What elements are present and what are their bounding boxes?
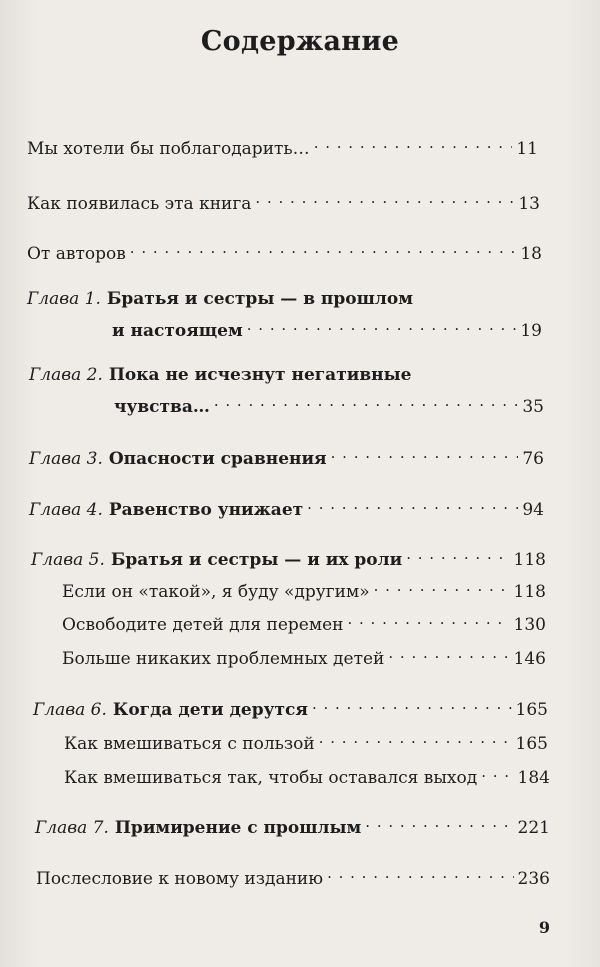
toc-entry-page: 13 <box>518 194 540 214</box>
dot-leader <box>327 862 513 884</box>
dot-leader <box>406 543 509 565</box>
toc-entry-page: 165 <box>515 700 548 720</box>
toc-entry <box>62 608 546 636</box>
toc-entry-label: Как вмешиваться с пользой <box>64 734 315 754</box>
toc-entry <box>112 314 542 342</box>
dot-leader <box>388 642 509 664</box>
toc-entry <box>27 132 538 160</box>
toc-entry <box>33 693 548 721</box>
page-title: Содержание <box>200 26 400 57</box>
toc-entry <box>36 862 550 890</box>
toc-entry-page: 236 <box>517 869 550 889</box>
toc-entry-label: Освободите детей для перемен <box>62 615 344 635</box>
dot-leader <box>331 442 519 464</box>
toc-entry-page: 165 <box>515 734 548 754</box>
dot-leader <box>319 727 512 749</box>
dot-leader <box>481 761 513 783</box>
toc-entry-page: 94 <box>522 500 544 520</box>
toc-entry-page: 11 <box>516 139 538 159</box>
chapter-title: Равенство унижает <box>108 500 304 520</box>
dot-leader <box>214 390 519 412</box>
toc-chapter-first-line <box>27 288 413 310</box>
toc-entry-page: 146 <box>513 649 546 669</box>
chapter-title: Опасности сравнения <box>108 449 327 469</box>
chapter-title-line2: чувства… <box>114 397 210 417</box>
toc-entry-page: 130 <box>513 615 546 635</box>
chapter-number: Глава 6. <box>33 700 107 720</box>
dot-leader <box>255 187 514 209</box>
chapter-title-line1: Братья и сестры — в прошлом <box>106 289 413 309</box>
toc-entry-page: 118 <box>513 550 546 570</box>
toc-entry-label: От авторов <box>27 244 126 264</box>
toc-entry <box>29 442 544 470</box>
toc-entry-label: Мы хотели бы поблагодарить… <box>27 139 310 159</box>
chapter-title: Примирение с прошлым <box>114 818 362 838</box>
toc-entry-page: 19 <box>520 321 542 341</box>
toc-entry-page: 18 <box>520 244 542 264</box>
toc-entry-label: Больше никаких проблемных детей <box>62 649 385 669</box>
toc-entry-label: Как появилась эта книга <box>27 194 252 214</box>
toc-entry <box>114 390 544 418</box>
toc-entry-page: 118 <box>513 582 546 602</box>
toc-entry-label: Как вмешиваться так, чтобы оставался выход <box>64 768 478 788</box>
dot-leader <box>365 811 513 833</box>
chapter-title-line2: и настоящем <box>112 321 243 341</box>
toc-entry <box>27 237 542 265</box>
toc-entry-page: 76 <box>522 449 544 469</box>
dot-leader <box>347 608 509 630</box>
dot-leader <box>314 132 513 154</box>
toc-entry-page: 35 <box>522 397 544 417</box>
toc-entry <box>31 543 546 571</box>
chapter-title: Когда дети дерутся <box>112 700 308 720</box>
toc-entry <box>64 727 548 755</box>
toc-chapter-first-line <box>29 364 411 386</box>
toc-entry <box>27 187 540 215</box>
toc-entry <box>29 493 544 521</box>
page-number: 9 <box>538 918 550 937</box>
chapter-title: Братья и сестры — и их роли <box>110 550 403 570</box>
toc-entry-label: Если он «такой», я буду «другим» <box>62 582 370 602</box>
chapter-number: Глава 2. <box>29 365 103 385</box>
chapter-number: Глава 5. <box>31 550 105 570</box>
dot-leader <box>374 575 510 597</box>
chapter-number: Глава 7. <box>35 818 109 838</box>
toc-entry-label: Послесловие к новому изданию <box>36 869 324 889</box>
toc-entry <box>62 642 546 670</box>
chapter-title-line1: Пока не исчезнут негативные <box>108 365 412 385</box>
chapter-number: Глава 4. <box>29 500 103 520</box>
toc-entry-page: 184 <box>517 768 550 788</box>
toc-entry-page: 221 <box>517 818 550 838</box>
chapter-number: Глава 1. <box>27 289 101 309</box>
dot-leader <box>130 237 517 259</box>
dot-leader <box>312 693 512 715</box>
chapter-number: Глава 3. <box>29 449 103 469</box>
toc-entry <box>35 811 550 839</box>
toc-entry <box>64 761 550 789</box>
toc-entry <box>62 575 546 603</box>
dot-leader <box>307 493 518 515</box>
dot-leader <box>247 314 517 336</box>
